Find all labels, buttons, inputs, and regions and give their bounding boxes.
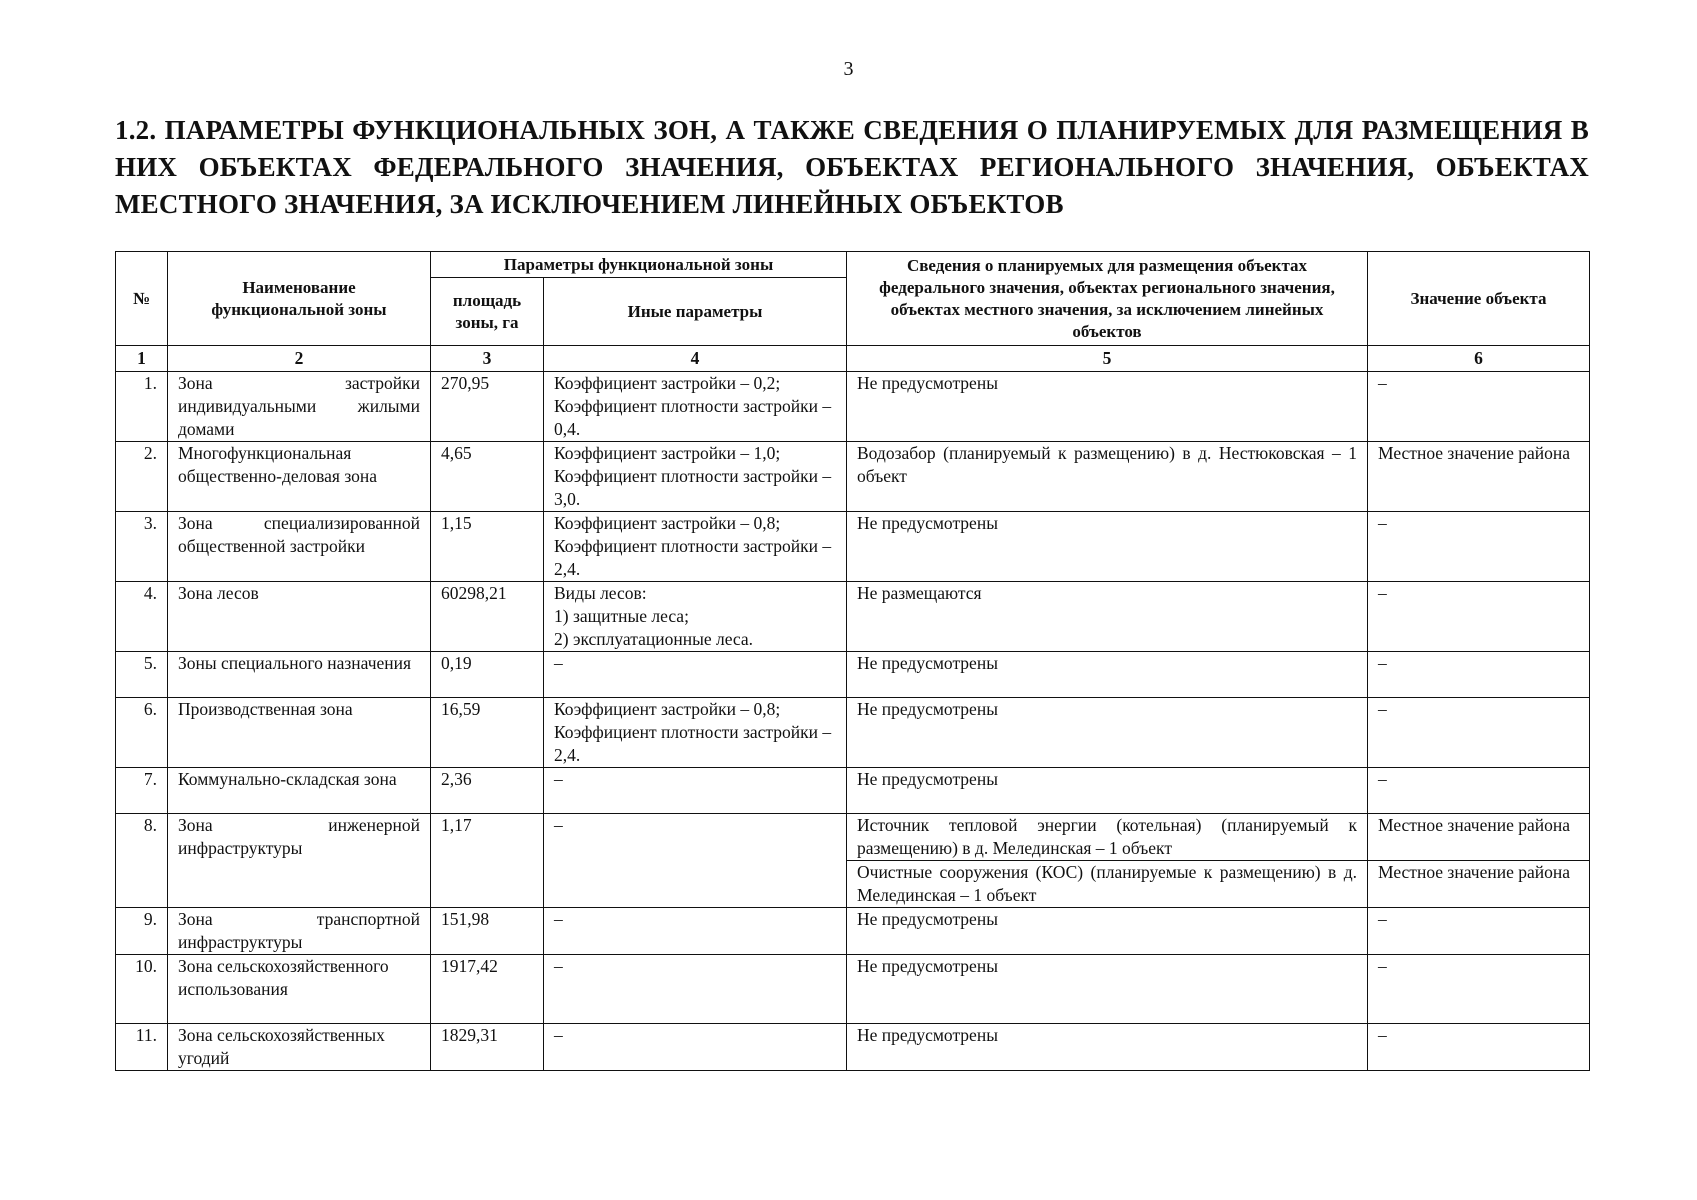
planned-objects: Водозабор (планируемый к размещению) в д. Нестюковская – 1 объект [847,442,1368,512]
other-params: – [544,652,847,698]
table-row [116,582,1590,652]
zone-area: 4,65 [431,442,544,512]
object-significance: Местное значение района [1368,442,1590,512]
planned-objects: Не предусмотрены [847,652,1368,698]
zone-name: Зона застройки индивидуальными жилыми домами [168,372,431,442]
row-num: 2. [116,442,168,512]
table-row [116,652,1590,698]
zone-area: 60298,21 [431,582,544,652]
other-params [544,582,847,652]
planned-objects: Не размещаются [847,582,1368,652]
zone-name: Зона сельскохозяйственных угодий [168,1024,431,1071]
row-num: 3. [116,512,168,582]
planned-objects: Не предусмотрены [847,372,1368,442]
planned-objects: Очистные сооружения (КОС) (планируемые к размещению) в д. Мелединская – 1 объект [847,861,1368,908]
object-significance: – [1368,1024,1590,1071]
row-num: 5. [116,652,168,698]
object-significance: – [1368,512,1590,582]
object-significance: – [1368,768,1590,814]
row-num: 1. [116,372,168,442]
zone-area: 151,98 [431,908,544,955]
header-area: площадь зоны, га [431,278,544,346]
table-row [116,908,1590,955]
header-other-params: Иные параметры [544,278,847,346]
planned-objects: Не предусмотрены [847,698,1368,768]
column-number: 3 [431,346,544,372]
column-number: 1 [116,346,168,372]
section-heading: 1.2. ПАРАМЕТРЫ ФУНКЦИОНАЛЬНЫХ ЗОН, А ТАКЖЕ СВЕДЕНИЯ О ПЛАНИРУЕМЫХ ДЛЯ РАЗМЕЩЕНИЯ В НИХ ОБЪЕКТАХ ФЕДЕРАЛЬНОГО ЗНАЧЕНИЯ, ОБЪЕКТАХ РЕГИОНАЛЬНОГО ЗНАЧЕНИЯ, ОБЪЕКТАХ МЕСТНОГО ЗНАЧЕНИЯ, ЗА ИСКЛЮЧЕНИЕМ ЛИНЕЙНЫХ ОБЪЕКТОВ [115,115,1589,219]
zone-area: 1,17 [431,814,544,908]
zone-name: Производственная зона [168,698,431,768]
other-params: Коэффициент застройки – 1,0; Коэффициент плотности застройки – 3,0. [544,442,847,512]
table-row [116,442,1590,512]
row-num: 9. [116,908,168,955]
zone-name: Зона транспортной инфраструктуры [168,908,431,955]
planned-objects: Источник тепловой энергии (котельная) (планируемый к размещению) в д. Мелединская – 1 объект [847,814,1368,861]
planned-objects: Не предусмотрены [847,1024,1368,1071]
table-row [116,1024,1590,1071]
zone-name: Зона сельскохозяйственного использования [168,955,431,1024]
row-num: 7. [116,768,168,814]
object-significance: – [1368,908,1590,955]
header-params-group: Параметры функциональной зоны [431,252,847,278]
row-num: 10. [116,955,168,1024]
object-significance: – [1368,582,1590,652]
zone-name: Зона лесов [168,582,431,652]
zone-area: 16,59 [431,698,544,768]
other-params: Коэффициент застройки – 0,8; Коэффициент плотности застройки – 2,4. [544,512,847,582]
other-params-line: 1) защитные леса; [554,606,689,626]
table-row [116,814,1590,861]
other-params: – [544,908,847,955]
row-num: 6. [116,698,168,768]
row-num: 4. [116,582,168,652]
table-row [116,698,1590,768]
zones-table [115,251,1590,1071]
page-number: 3 [843,58,854,80]
other-params-line: 2) эксплуатационные леса. [554,629,754,649]
other-params: – [544,955,847,1024]
zone-name: Зона специализированной общественной застройки [168,512,431,582]
header-zone-name: Наименование функциональной зоны [168,252,431,346]
zone-area: 1,15 [431,512,544,582]
column-number: 6 [1368,346,1590,372]
other-params: – [544,1024,847,1071]
table-row [116,955,1590,1024]
object-significance: – [1368,955,1590,1024]
other-params-line: Виды лесов: [554,583,647,603]
other-params: – [544,768,847,814]
object-significance: – [1368,698,1590,768]
zone-area: 0,19 [431,652,544,698]
planned-objects: Не предусмотрены [847,768,1368,814]
zone-area: 2,36 [431,768,544,814]
table-row [116,768,1590,814]
object-significance: – [1368,652,1590,698]
row-num: 11. [116,1024,168,1071]
other-params: – [544,814,847,908]
zone-name: Зона инженерной инфраструктуры [168,814,431,908]
zone-area: 1917,42 [431,955,544,1024]
zone-name: Зоны специального назначения [168,652,431,698]
column-number: 5 [847,346,1368,372]
row-num: 8. [116,814,168,908]
header-num: № [116,252,168,346]
planned-objects: Не предусмотрены [847,908,1368,955]
zone-name: Многофункциональная общественно-деловая зона [168,442,431,512]
column-numbers-row [116,346,1590,372]
column-number: 4 [544,346,847,372]
zone-area: 270,95 [431,372,544,442]
table-row [116,372,1590,442]
zone-name: Коммунально-складская зона [168,768,431,814]
zone-area: 1829,31 [431,1024,544,1071]
other-params: Коэффициент застройки – 0,2; Коэффициент плотности застройки – 0,4. [544,372,847,442]
object-significance: – [1368,372,1590,442]
other-params: Коэффициент застройки – 0,8; Коэффициент плотности застройки – 2,4. [544,698,847,768]
table-row [116,512,1590,582]
column-number: 2 [168,346,431,372]
planned-objects: Не предусмотрены [847,512,1368,582]
header-planned-objects: Сведения о планируемых для размещения объектах федерального значения, объектах регионального значения, объектах местного значения, за исключением линейных объектов [847,252,1368,346]
object-significance: Местное значение района [1368,861,1590,908]
object-significance: Местное значение района [1368,814,1590,861]
header-object-significance: Значение объекта [1368,252,1590,346]
planned-objects: Не предусмотрены [847,955,1368,1024]
